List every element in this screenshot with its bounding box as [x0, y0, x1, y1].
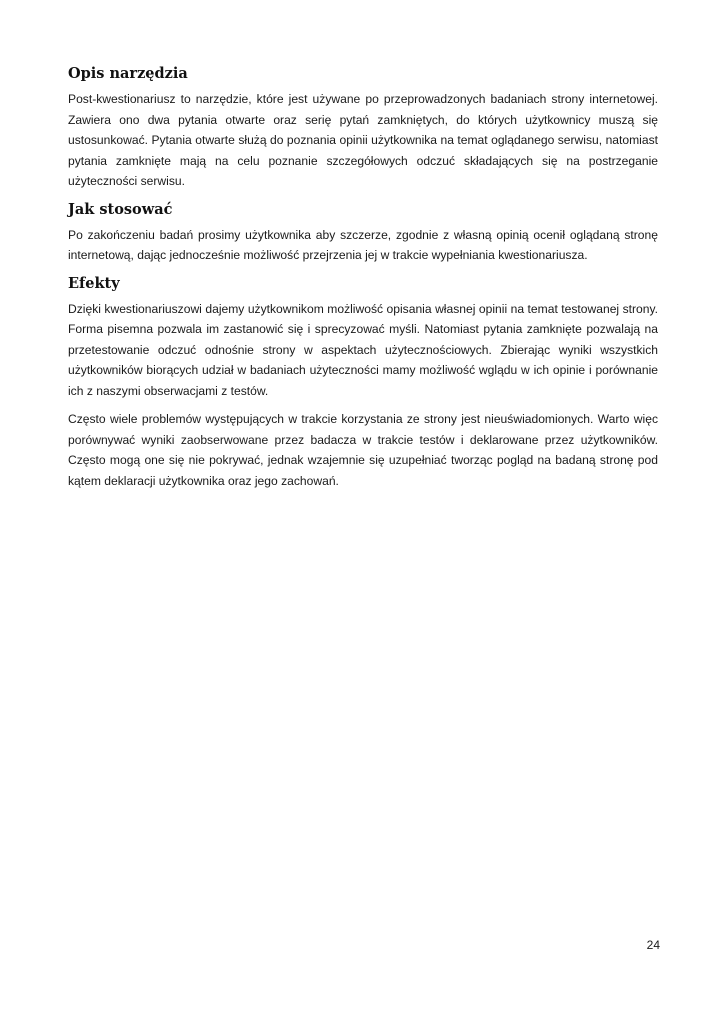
- section-jak-stosowac: [68, 200, 658, 266]
- page-number: 24: [646, 938, 660, 952]
- section-title: Jak stosować: [68, 200, 173, 218]
- section-title: Opis narzędzia: [68, 65, 188, 82]
- paragraph: Po zakończeniu badań prosimy użytkownika aby szczerze, zgodnie z własną opinią ocenił oglądaną stronę internetową, dając jednocześnie możliwość przejrzenia jej w trakcie wypełniania kwestionariusza.: [68, 227, 658, 262]
- paragraph: Dzięki kwestionariuszowi dajemy użytkownikom możliwość opisania własnej opinii na temat testowanej strony. Forma pisemna pozwala im zastanowić się i sprecyzować myśli. Natomiast pytania zamknięte pozwalają na przetestowanie odczuć odnośnie strony w aspektach użytecznościowych. Zbierając wyniki wszystkich użytkowników biorących udział w badaniach użyteczności mamy możliwość wglądu w ich opinie i porównanie ich z naszymi obserwacjami z testów.: [68, 301, 658, 398]
- paragraph: Post-kwestionariusz to narzędzie, które jest używane po przeprowadzonych badaniach strony internetowej. Zawiera ono dwa pytania otwarte oraz serię pytań zamkniętych, do których użytkownicy muszą się ustosunkować. Pytania otwarte służą do poznania opinii użytkownika na temat oglądanego serwisu, natomiast pytania zamknięte mają na celu poznanie szczegółowych odczuć składających się na postrzeganie użyteczności serwisu.: [68, 92, 658, 188]
- section-opis-narzedzia: [68, 64, 658, 192]
- document-page: [68, 64, 658, 499]
- section-title: Efekty: [68, 274, 120, 292]
- paragraph: Często wiele problemów występujących w trakcie korzystania ze strony jest nieuświadomionych. Warto więc porównywać wyniki zaobserwowane przez badacza w trakcie testów i deklarowane przez użytkowników. Często mogą one się nie pokrywać, jednak wzajemnie się uzupełniać tworząc pogląd na badaną stronę pod kątem deklaracji użytkownika oraz jego zachowań.: [68, 412, 658, 488]
- section-efekty: [68, 274, 658, 492]
